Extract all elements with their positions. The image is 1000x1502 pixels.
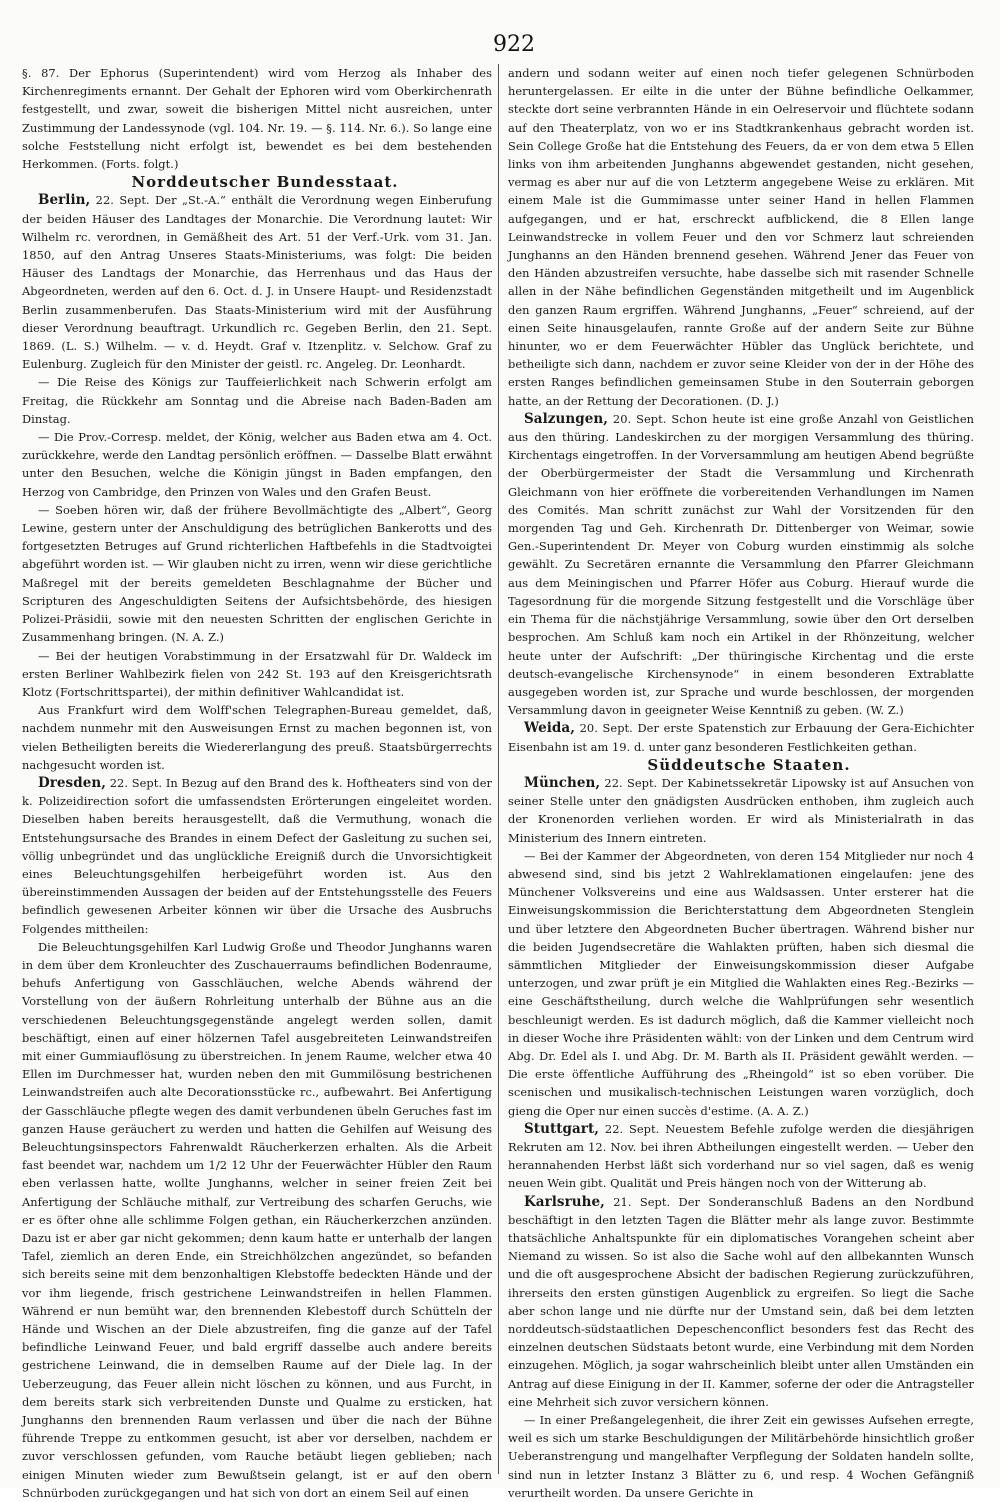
article-paragraph: [508, 847, 974, 1120]
article-paragraph: [22, 373, 492, 428]
paragraph-text: andern und sodann weiter auf einen noch tiefer gelegenen Schnürboden heruntergelassen. Er eilte in die unter der Bühne befindliche Oelkammer, steckte dort seine verbrannten Hände in ein Oelreservoir und flüchtete sodann auf den Theaterplatz, von wo er ins Stadtkrankenhaus gebracht worden ist. Sein College Große hat die Entstehung des Feuers, da er von dem etwa 5 Ellen links von ihm arbeitenden Junghanns abgewendet gestanden, nicht gesehen, vermag es aber nur auf die von Letzterm angegebene Weise zu erklären. Mit einem Male ist die Gummimasse unter seiner Hand in hellen Flammen aufgegangen, und er hat, erschreckt aufblickend, die 8 Ellen lange Leinwandstrecke in vollem Feuer und den vor Schmerz laut schreienden Junghanns an den Händen brennend gesehen. Während Jener das Feuer von den Händen abzustreifen versuchte, habe dasselbe sich mit rasender Schnelle allen in der Nähe befindlichen Gegenständen mitgetheilt und im Augenblick den ganzen Raum ergriffen. Während Junghanns, „Feuer“ schreiend, auf der einen Seite hinausgelaufen, rannte Große auf der andern Seite zur Bühne hinunter, wo er dem Feuerwächter Hübler das Unglück berichtete, und betheiligte sich dann, nachdem er zuvor seine Kleider von der in der Höhe des ersten Ranges befindlichen gemeinsamen Stube in den Souterrain geborgen hatte, an der Rettung der Decorationen. (D. J.): [508, 66, 974, 408]
paragraph-text: §. 87. Der Ephorus (Superintendent) wird vom Herzog als Inhaber des Kirchenregiments ernannt. Der Gehalt der Ephoren wird vom Oberkirchenrath festgestellt, und zwar, soweit die bisherigen Mittel nicht ausreichen, unter Zustimmung der Landessynode (vgl. 104. Nr. 19. — §. 114. Nr. 6.). So lange eine solche Feststellung nicht erfolgt ist, bewendet es bei dem bestehenden Herkommen. (Forts. folgt.): [22, 66, 492, 172]
section-heading: Norddeutscher Bundesstaat.: [131, 173, 399, 192]
paragraph-text: — Die Reise des Königs zur Tauffeierlichkeit nach Schwerin erfolgt am Freitag, die Rückkehr am Sonntag und die Abreise nach Baden-Baden am Dinstag.: [22, 375, 492, 426]
left-column: [22, 64, 492, 1500]
paragraph-text: — In einer Preßangelegenheit, die ihrer Zeit ein gewisses Aufsehen erregte, weil es sich um starke Beschuldigungen der Militärbehörde hinsichtlich großer Ueberanstrengung und mangelhafter Verpflegung der Soldaten handeln sollte, sind nun in letzter Instanz 3 Blätter zu 6, und resp. 4 Wochen Gefängniß verurtheilt worden. Da unsere Gerichte in: [508, 1413, 974, 1500]
paragraph-text: 20. Sept. Der erste Spatenstich zur Erbauung der Gera-Eichichter Eisenbahn ist am 19. d. unter ganz besonderen Festlichkeiten gethan.: [508, 721, 974, 754]
article-paragraph: [22, 64, 492, 173]
paragraph-text: — Bei der heutigen Vorabstimmung in der Ersatzwahl für Dr. Waldeck im ersten Berliner Wahlbezirk fielen von 242 St. 193 auf den Kreisgerichtsrath Klotz (Fortschrittspartei), der mithin definitiver Wahlcandidat ist.: [22, 648, 492, 699]
column-divider: [498, 64, 499, 1474]
article-paragraph: [22, 501, 492, 647]
paragraph-text: 22. Sept. Der „St.-A.“ enthält die Verordnung wegen Einberufung der beiden Häuser des Landtages der Monarchie. Die Verordnung lautet: Wir Wilhelm rc. verordnen, in Gemäßheit des Art. 51 der Verf.-Urk. vom 31. Jan. 1850, auf den Antrag Unseres Staats-Ministeriums, was folgt: Die beiden Häuser des Landtags der Monarchie, das Herrenhaus und das Haus der Abgeordneten, werden auf den 6. Oct. d. J. in Unsere Haupt- und Residenzstadt Berlin zusammenberufen. Das Staats-Ministerium wird mit der Ausführung dieser Verordnung beauftragt. Urkundlich rc. Gegeben Berlin, den 21. Sept. 1869. (L. S.) Wilhelm. — v. d. Heydt. Graf v. Itzenplitz. v. Selchow. Graf zu Eulenburg. Zugleich für den Minister der geistl. rc. Angeleg. Dr. Leonhardt.: [22, 193, 492, 372]
article-paragraph: [22, 774, 492, 938]
article-paragraph: [22, 701, 492, 774]
article-paragraph: [508, 1411, 974, 1502]
section-heading: Süddeutsche Staaten.: [647, 755, 851, 774]
paragraph-text: 22. Sept. Neuestem Befehle zufolge werden die diesjährigen Rekruten am 12. Nov. bei ihren Abtheilungen eingestellt werden. — Ueber den herannahenden Herbst läßt sich vorderhand nur so viel sagen, daß es wenig neuen Wein gibt. Qualität und Preis hängen noch von der Witterung ab.: [508, 1121, 974, 1191]
article-paragraph: [22, 938, 492, 1502]
paragraph-text: Aus Frankfurt wird dem Wolff'schen Telegraphen-Bureau gemeldet, daß, nachdem nunmehr mit den Ausweisungen Ernst zu machen begonnen ist, von vielen Betheiligten bereits die Wiedererlangung des preuß. Staatsbürgerrechts nachgesucht worden ist.: [22, 703, 492, 772]
article-paragraph: [22, 191, 492, 373]
paragraph-text: 22. Sept. Der Kabinetssekretär Lipowsky ist auf Ansuchen von seiner Stelle unter den gnädigsten Ausdrücken enthoben, ihm zugleich auch der Kronenorden verliehen worden. Er wird als Ministerialrath in das Ministerium des Innern eintreten.: [508, 775, 974, 845]
paragraph-text: 20. Sept. Schon heute ist eine große Anzahl von Geistlichen aus den thüring. Landeskirchen zu der morgigen Versammlung des thüring. Kirchentags eingetroffen. In der Vorversammlung am heutigen Abend begrüßte der Oberbürgermeister der Stadt die Versammlung und Kirchenrath Gleichmann von hier eröffnete die vorbereitenden Verhandlungen im Namen des Comités. Man schritt zunächst zur Wahl der Vorsitzenden für den morgenden Tag und Geh. Kirchenrath Dr. Dittenberger von Weimar, sowie Gen.-Superintendent Dr. Meyer von Coburg wurden einstimmig als solche gewählt. Zu Secretären ernannte die Versammlung den Pfarrer Gleichmann aus dem Meiningischen und Pfarrer Höfer aus Coburg. Hierauf wurde die Tagesordnung für die morgende Sitzung festgestellt und die Vorschläge über ein Thema für die nächstjährige Versammlung, sowie über den Ort derselben besprochen. Am Schluß kam noch ein Artikel in der Rhönzeitung, welcher heute unter der Aufschrift: „Der thüringische Kirchentag und die erste deutsch-evangelische Kirchensynode“ in einem besonderen Extrablatte ausgegeben worden ist, zur Sprache und wurde beschlossen, der morgenden Versammlung davon in geeigneter Weise Kenntniß zu geben. (W. Z.): [508, 411, 974, 718]
page-number: 922: [493, 32, 535, 57]
right-column: [508, 64, 974, 1500]
article-paragraph: [508, 1120, 974, 1193]
article-paragraph: [508, 774, 974, 847]
paragraph-text: — Die Prov.-Corresp. meldet, der König, welcher aus Baden etwa am 4. Oct. zurückkehre, werde den Landtag persönlich eröffnen. — Dasselbe Blatt erwähnt unter den Besuchen, welche die Königin jüngst in Baden empfangen, den Herzog von Cambridge, den Prinzen von Wales und den Grafen Beust.: [22, 430, 492, 499]
paragraph-text: — Bei der Kammer der Abgeordneten, von deren 154 Mitglieder nur noch 4 abwesend sind, sind bis jetzt 2 Wahlreklamationen eingelaufen: jene des Münchener Volksvereins und eine aus Waldsassen. Unter ersterer hat die Einweisungskommission die Berichterstattung dem Abgeordneten Stenglein und über letztere den Abgeordneten Bucher übertragen. Während bisher nur die beiden Jugendsecretäre die Wahlakten prüften, haben sich diesmal die sämmtlichen Mitglieder der Einweisungskommission dieser Aufgabe unterzogen, und zwar prüft je ein Mitglied die Wahlakten eines Reg.-Bezirks — eine Geschäftstheilung, durch welche die Wahlprüfungen sehr wesentlich beschleunigt werden. Es ist dadurch möglich, daß die Kammer vielleicht noch in dieser Woche ihre Präsidenten wählt: von der Linken und dem Centrum wird Abg. Dr. Edel als I. und Abg. Dr. M. Barth als II. Präsident gewählt werden. — Die erste öffentliche Aufführung des „Rheingold“ ist so eben vorüber. Die scenischen und musikalisch-technischen Leistungen waren vorzüglich, doch gieng die Oper nur einen succès d'estime. (A. A. Z.): [508, 848, 974, 1118]
paragraph-text: Die Beleuchtungsgehilfen Karl Ludwig Große und Theodor Junghanns waren in dem über dem Kronleuchter des Zuschauerraums befindlichen Bodenraume, behufs Anfertigung von Gasschläuchen, welche Abends während der Vorstellung von der äußern Rohrleitung unterhalb der Bühne aus an die verschiedenen Beleuchtungsgegenstände angelegt werden sollen, damit beschäftigt, einen auf einer hölzernen Tafel ausgebreiteten Leinwandstreifen mit einer Gummiauflösung zu überstreichen. In jenem Raume, welcher etwa 40 Ellen im Durchmesser hat, wurden neben den mit Gummilösung bestrichenen Leinwandstreifen auch alte Decorationsstücke rc., aufbewahrt. Bei Anfertigung der Gasschläuche pflegte wegen des damit verbundenen übeln Geruches fast im ganzen Hause geräuchert zu werden und hatten die Gehilfen auf Weisung des Beleuchtungsinspectors Fahrenwaldt Räucherkerzen erhalten. Als die Arbeit fast beendet war, nachdem um 1/2 12 Uhr der Feuerwächter Hübler den Raum eben verlassen hatte, wollte Junghanns, welcher in seiner freien Zeit bei Anfertigung der Schläuche mithalf, zur Vertreibung des scharfen Geruchs, wie er es öfter ohne alle schlimme Folgen gethan, ein Räucherkerzchen anzünden. Dazu ist er aber gar nicht gekommen; denn kaum hatte er unterhalb der langen Tafel, ziemlich an deren Ende, ein Streichhölzchen angezündet, so befanden sich bereits seine mit dem benzonhaltigen Klebstoffe bedeckten Hände und der vor ihm liegende, frisch gestrichene Leinwandstreifen in hellen Flammen. Während er nun bemüht war, den brennenden Klebestoff durch Schütteln der Hände und Wischen an der Diele abzustreifen, fing die ganze auf der Tafel befindliche Leinwand Feuer, und bald ergriff dasselbe auch andere bereits gestrichene Leinwand, die in demselben Raume auf der Diele lag. In der Ueberzeugung, das Feuer allein nicht löschen zu können, und aus Furcht, in dem bereits stark sich verbreitenden Dunste und Qualme zu ersticken, hat Junghanns den brennenden Raum verlassen und über die nach der Bühne führende Treppe zu entkommen gesucht, ist aber vor derselben, nachdem er zuvor verschlossen gefunden, vom Rauche betäubt liegen geblieben; nach einigen Minuten wieder zum Bewußtsein gelangt, ist er auf den obern Schnürboden zurückgegangen und hat sich von dort an einem Seil auf einen: [22, 939, 492, 1500]
dateline-place: Karlsruhe,: [524, 1193, 605, 1210]
dateline-place: München,: [524, 774, 601, 791]
dateline-place: Dresden,: [38, 774, 106, 791]
article-paragraph: [22, 647, 492, 702]
article-paragraph: [22, 428, 492, 501]
dateline-place: Stuttgart,: [524, 1120, 600, 1137]
article-paragraph: [508, 410, 974, 719]
dateline-place: Weida,: [524, 720, 575, 737]
dateline-place: Berlin,: [38, 192, 91, 209]
dateline-place: Salzungen,: [524, 410, 608, 427]
article-paragraph: [508, 719, 974, 755]
article-paragraph: [508, 64, 974, 410]
paragraph-text: 21. Sept. Der Sonderanschluß Badens an den Nordbund beschäftigt in den letzten Tagen die Blätter mehr als lange zuvor. Bestimmte thatsächliche Anhaltspunkte für ein diplomatisches Vorangehen scheint aber Niemand zu wissen. So ist also die Sache wohl auf den allbekannten Wunsch und die oft ausgesprochene Absicht der badischen Regierung zurückzuführen, ihrerseits den ersten günstigen Augenblick zu ergreifen. So liegt die Sache aber schon lange und nie dürfte nur der Umstand sein, daß bei dem letzten norddeutsch-südstaatlichen Depeschenconflict besonders fest das Recht des einzelnen deutschen Südstaats betont wurde, eine Verbindung mit dem Norden einzugehen. Möglich, ja sogar wahrscheinlich bleibt unter allen Umständen ein Antrag auf diese Einigung in der II. Kammer, soferne der oder die Antragsteller eine Mehrheit sich zuvor versichern können.: [508, 1194, 974, 1409]
paragraph-text: 22. Sept. In Bezug auf den Brand des k. Hoftheaters sind von der k. Polizeidirection sofort die umfassendsten Erörterungen eingeleitet worden. Dieselben haben bereits herausgestellt, daß die Vermuthung, wonach die Entstehungsursache des Brandes in einem Defect der Gasleitung zu suchen sei, völlig unbegründet und das unglückliche Ereigniß durch die Unvorsichtigkeit eines Beleuchtungsgehilfen herbeigeführt worden ist. Aus den übereinstimmenden Aussagen der beiden auf der Entstehungsstelle des Feuers befindlich gewesenen Arbeiter können wir über die Ursache des Ausbruchs Folgendes mittheilen:: [22, 775, 492, 936]
paragraph-text: — Soeben hören wir, daß der frühere Bevollmächtigte des „Albert“, Georg Lewine, gestern unter der Anschuldigung des betrüglichen Bankerotts und des fortgesetzten Betruges auf Grund richterlichen Haftbefehls in die Stadtvoigtei abgeführt worden ist. — Wir glauben nicht zu irren, wenn wir diese gerichtliche Maßregel mit der bereits gemeldeten Beschlagnahme der Bücher und Scripturen des Angeschuldigten Seitens der Aufsichtsbehörde, des hiesigen Polizei-Präsidii, sowie mit den neuesten Schritten der englischen Gerichte in Zusammenhang bringen. (N. A. Z.): [22, 502, 492, 645]
article-paragraph: [508, 1193, 974, 1411]
